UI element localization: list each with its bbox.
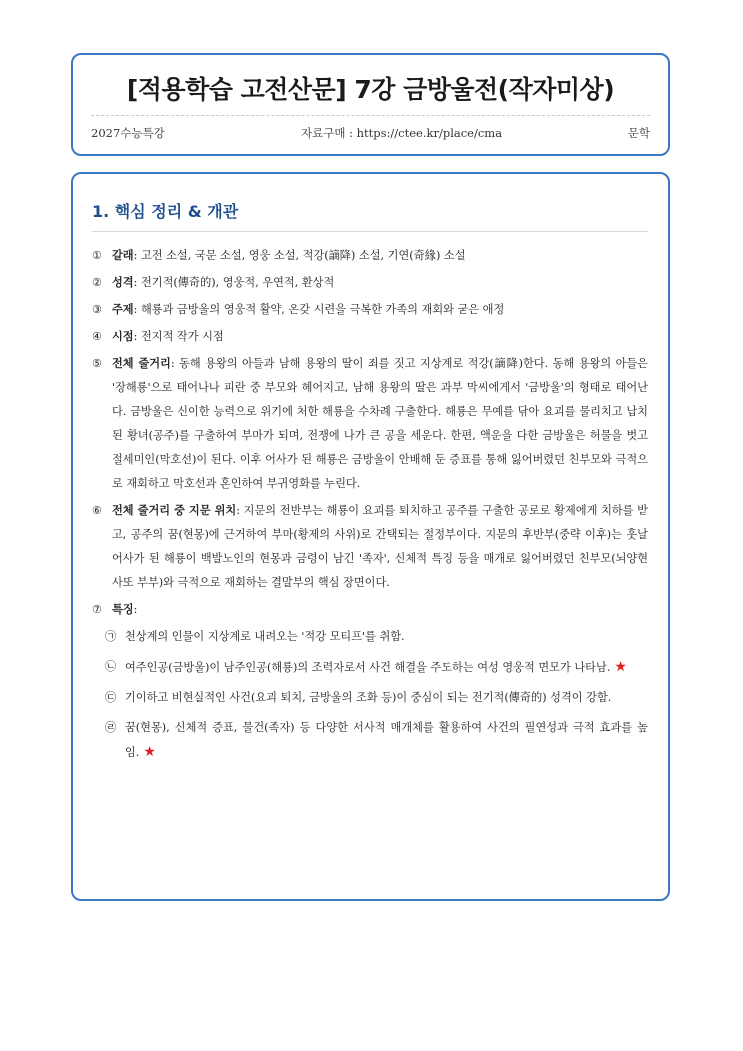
summary-item-plot [92,352,648,496]
item-text: : 전기적(傳奇的), 영웅적, 우연적, 환상적 [133,276,335,289]
feature-number: ㉡ [105,660,117,673]
item-label: 전체 줄거리 [112,357,171,370]
item-text: : 고전 소설, 국문 소설, 영웅 소설, 적강(謫降) 소설, 기연(奇緣) 소설 [133,249,466,262]
feature-text: 천상계의 인물이 지상계로 내려오는 '적강 모티프'를 취함. [125,630,405,643]
summary-item-passage-position [92,499,648,595]
item-label: 전체 줄거리 중 지문 위치 [112,504,237,517]
summary-item-features [92,598,648,622]
title-divider [91,115,650,116]
item-text: : [133,603,138,616]
summary-item-theme [92,298,648,322]
item-text: : 해룡과 금방울의 영웅적 활약, 온갖 시련을 극복한 가족의 재회와 굳은 애정 [133,303,505,316]
subject-label: 문학 [627,126,650,140]
feature-text: 꿈(현몽), 신체적 증표, 물건(족자) 등 다양한 서사적 매개체를 활용하여 사건의 필연성과 극적 효과를 높임. [125,721,648,759]
star-icon: ★ [614,659,627,675]
summary-item-genre [92,244,648,268]
meta-row [91,125,650,145]
book-name: 2027수능특강 [91,126,165,140]
item-label: 성격 [112,276,134,289]
feature-number: ㉣ [105,721,117,734]
content-box [71,172,670,901]
item-text: : 동해 용왕의 아들과 남해 용왕의 딸이 죄를 짓고 지상계로 적강(謫降)한다. 동해 용왕의 아들은 '장해룡'으로 태어나나 피란 중 부모와 헤어지고, 남해 용왕의 딸은 과부 막씨에게서 '금방울'의 형태로 태어난다. 금방울은 신이한 능력으로 위기에 처한 해룡을 수차례 구출한다. 해룡은 무예를 닦아 요괴를 물리치고 납치된 황녀(공주)를 구출하여 부마가 되며, 전쟁에 나가 큰 공을 세운다. 한편, 액운을 다한 금방울은 허물을 벗고 절세미인(막호선)이 된다. 이후 어사가 된 해룡은 금방울이 안배해 둔 증표를 통해 잃어버렸던 친부모와 극적으로 재회하고 막호선과 혼인하여 부귀영화를 누린다. [112,357,648,490]
feature-text: 기이하고 비현실적인 사건(요괴 퇴치, 금방울의 조화 등)이 중심이 되는 전기적(傳奇的) 성격이 강함. [125,691,612,704]
star-icon: ★ [143,744,156,760]
summary-list [92,244,648,765]
feature-text: 여주인공(금방울)이 남주인공(해룡)의 조력자로서 사건 해결을 주도하는 여성 영웅적 면모가 나타남. [125,661,611,674]
summary-item-viewpoint [92,325,648,349]
item-number: ① [92,249,103,262]
item-number: ⑦ [92,603,103,616]
feature-item [92,686,648,710]
feature-number: ㉢ [105,691,117,704]
feature-number: ㉠ [105,630,117,643]
item-number: ⑥ [92,504,103,517]
item-number: ④ [92,330,103,343]
item-label: 주제 [112,303,134,316]
page-title: [적용학습 고전산문] 7강 금방울전(작자미상) [126,75,615,104]
item-text: : 전지적 작가 시점 [133,330,224,343]
feature-item [92,716,648,765]
purchase-link: 자료구매 : https://ctee.kr/place/cma [301,126,503,140]
item-number: ② [92,276,103,289]
header-box [71,53,670,156]
feature-item [92,625,648,649]
item-number: ③ [92,303,103,316]
item-label: 특징 [112,603,134,616]
summary-item-character [92,271,648,295]
item-number: ⑤ [92,357,103,370]
item-label: 갈래 [112,249,134,262]
section-title: 1. 핵심 정리 & 개관 [92,199,648,232]
feature-item [92,655,648,680]
item-text: : 지문의 전반부는 해룡이 요괴를 퇴치하고 공주를 구출한 공로로 황제에게 치하를 받고, 공주의 꿈(현몽)에 근거하여 부마(황제의 사위)로 간택되는 절정부이다. 지문의 후반부(중략 이후)는 훗날 어사가 된 해룡이 백발노인의 현몽과 금령이 남긴 '족자', 신체적 특징 등을 매개로 잃어버렸던 친부모(뇌양현 사또 부부)와 극적으로 재회하는 결말부의 핵심 장면이다. [112,504,648,589]
item-label: 시점 [112,330,134,343]
